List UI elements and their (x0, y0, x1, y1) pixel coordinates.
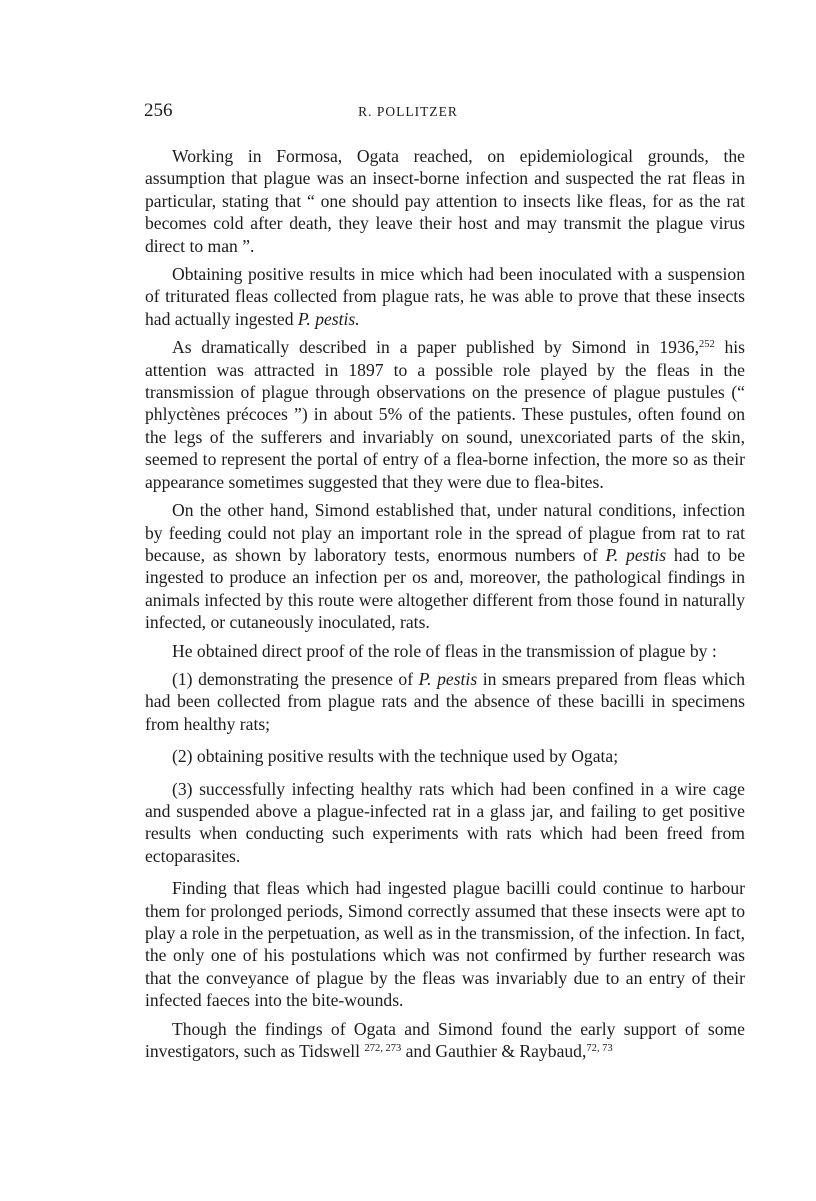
list-item-1-text-a: (1) demonstrating the presence of (172, 668, 419, 689)
paragraph-4-text-a: On the other hand, Simond established that, under natural conditions, infection by feeding could not play an important role in the spread of plague from rat to rat because, as shown by laboratory tests, enormous numbers of (145, 500, 745, 565)
paragraph-3 (145, 336, 745, 493)
page-number: 256 (144, 100, 173, 121)
paragraph-1: Working in Formosa, Ogata reached, on epidemiological grounds, the assumption that plague was an insect-borne infection and suspected the rat fleas in particular, stating that “ one should pay attention to insects like fleas, for as the rat becomes cold after death, they leave their host and may transmit the plague virus direct to man ”. (145, 146, 745, 256)
paragraph-4 (145, 499, 745, 633)
species-name: P. pestis (418, 668, 478, 689)
paragraph-7 (145, 1018, 745, 1063)
list-item-3: (3) successfully infecting healthy rats which had been confined in a wire cage and suspended above a plague-infected rat in a glass jar, and failing to get positive results when conducting such experiments with rats which had been freed from ectoparasites. (145, 778, 745, 866)
list-item-1-text-b: in smears prepared from fleas which had been collected from plague rats and the absence of these bacilli in specimens from healthy rats; (145, 668, 745, 734)
paragraph-5: He obtained direct proof of the role of fleas in the transmission of plague by : (172, 640, 717, 661)
body-text (145, 145, 745, 1068)
paragraph-3-text-a: As dramatically described in a paper published by Simond in 1936, (172, 337, 699, 358)
paragraph-2-text: Obtaining positive results in mice which had been inoculated with a suspension of triturated fleas collected from plague rats, he was able to prove that these insects had actually ingested (145, 264, 745, 329)
running-head: R. POLLITZER (358, 104, 458, 119)
paragraph-4-text-b: had to be ingested to produce an infection per os and, moreover, the pathological findings in animals infected by this route were altogether different from those found in naturally infected, or cutaneously inoculated, rats. (145, 544, 746, 633)
paragraph-6: Finding that fleas which had ingested plague bacilli could continue to harbour them for prolonged periods, Simond correctly assumed that these insects were apt to play a role in the perpetuation, as well as in the transmission, of the infection. In fact, the only one of his postulations which was not confirmed by further research was that the conveyance of plague by the fleas was invariably due to an entry of their infected faeces into the bite-wounds. (145, 878, 745, 1011)
paragraph-7-text-b: and Gauthier & Raybaud, (401, 1041, 587, 1062)
reference-superscript: 252 (698, 339, 715, 351)
species-name: P. pestis (605, 544, 667, 565)
list-item-2: (2) obtaining positive results with the technique used by Ogata; (172, 746, 619, 767)
paragraph-3-text-b: his attention was attracted in 1897 to a possible role played by the fleas in the transmission of plague through observations on the presence of plague pustules (“ phlyctènes précoces ”) in about 5% of the patients. These pustules, often found on the legs of the sufferers and invariably on sound, unexcoriated parts of the skin, seemed to represent the portal of entry of a flea-borne infection, the more so as their appearance sometimes suggested that they were due to flea-bites. (145, 337, 745, 492)
list-item-1 (145, 668, 745, 735)
reference-superscript: 272, 273 (364, 1043, 402, 1055)
species-name: P. pestis. (297, 308, 360, 329)
paragraph-2 (145, 263, 745, 330)
paragraph-7-text-a: Though the findings of Ogata and Simond found the early support of some investigators, such as Tidswell (145, 1018, 745, 1062)
reference-superscript: 72, 73 (586, 1043, 613, 1055)
